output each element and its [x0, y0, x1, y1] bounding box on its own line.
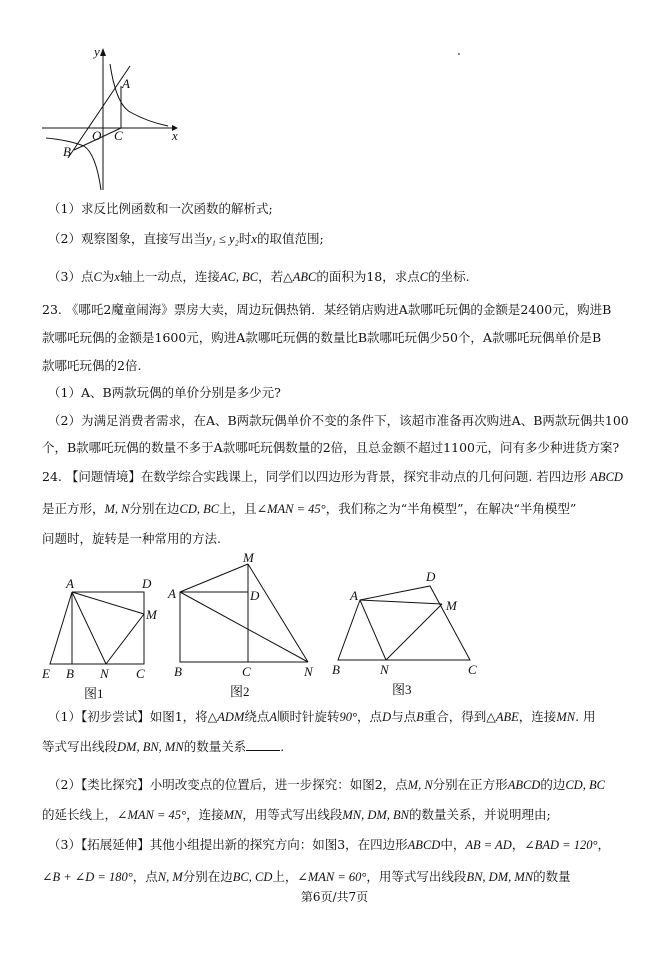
q24-part2: （2）【类比探究】小明改变点的位置后，进一步探究：如图2，点M, N分别在正方形ABCD的边CD, BC — [48, 777, 605, 792]
q23-part2-cont: 个，B款哪吒玩偶的数量不多于A款哪吒玩偶数量的2倍，且总金额不超过1100元，问有多少种进货方案? — [42, 440, 620, 455]
fig3-A: A — [350, 588, 358, 603]
q22-part1: （1）求反比例函数和一次函数的解析式; — [48, 201, 273, 216]
fig1-C: C — [136, 666, 145, 681]
fig3-N: N — [380, 662, 389, 677]
q24-line3: 问题时，旋转是一种常用的方法. — [42, 531, 221, 546]
x-axis-label: x — [172, 128, 178, 143]
q23-part2: （2）为满足消费者需求，在A、B两款玩偶单价不变的条件下，该超市准备再次购进A、B两款玩偶共100 — [48, 413, 629, 428]
fig1-D: D — [142, 576, 152, 591]
fig3-M: M — [446, 598, 457, 613]
q23-line2: 款哪吒玩偶的金额是1600元，购进A款哪吒玩偶的数量比B款哪吒玩偶少50个，A款哪吒玩偶单价是B — [42, 330, 602, 345]
fig3-B: B — [332, 662, 340, 677]
figure-1 — [38, 572, 168, 702]
fig2-caption: 图2 — [230, 684, 250, 699]
fig2-B: B — [174, 664, 182, 679]
q23-part1: （1）A、B两款玩偶的单价分别是多少元? — [48, 385, 281, 400]
speck — [458, 53, 460, 55]
point-C-label: C — [114, 128, 123, 143]
fig3-C: C — [468, 662, 477, 677]
fig2-M: M — [243, 552, 254, 565]
origin-label: O — [92, 128, 102, 143]
q24-part2-cont: 的延长线上，∠MAN = 45°，连接MN，用等式写出线段MN, DM, BN的数量关系，并说明理由; — [42, 807, 551, 822]
q23-line3: 款哪吒玩偶的2倍. — [42, 358, 142, 373]
figure-2 — [166, 552, 326, 702]
page-footer: 第6页/共7页 — [300, 890, 369, 904]
q24-part1: （1）【初步尝试】如图1，将△ADM绕点A顺时针旋转90°，点D与点B重合，得到△ABE，连接MN. 用 — [48, 709, 596, 724]
q24-line2: 是正方形，M, N分别在边CD, BC上，且∠MAN = 45°，我们称之为“半角模型”，在解决“半角模型” — [42, 501, 577, 516]
q22-part3: （3）点C为x轴上一动点，连接AC, BC，若△ABC的面积为18，求点C的坐标. — [48, 269, 470, 284]
q24-part1-cont: 等式写出线段DM, BN, MN的数量关系 . — [42, 739, 285, 754]
point-A-label: A — [122, 76, 130, 91]
function-graph — [38, 44, 188, 194]
fig2-A: A — [168, 586, 176, 601]
fig1-N: N — [100, 666, 109, 681]
fig1-E: E — [42, 666, 50, 681]
q24-part3: （3）【拓展延伸】其他小组提出新的探究方向：如图3，在四边形ABCD中，AB = AD，∠BAD = 120°， — [48, 837, 610, 852]
fig1-A: A — [66, 576, 74, 591]
fig3-caption: 图3 — [392, 682, 412, 697]
fig1-M: M — [146, 607, 157, 622]
fig1-B: B — [66, 666, 74, 681]
fig1-caption: 图1 — [84, 686, 104, 701]
figure-3 — [330, 568, 490, 702]
q24-line1: 24. 【问题情境】在数学综合实践课上，同学们以四边形为背景，探究非动点的几何问题. 若四边形 ABCD — [42, 469, 623, 484]
q23-line1: 23. 《哪吒2魔童闹海》票房大卖，周边玩偶热销．某经销店购进A款哪吒玩偶的金额是2400元，购进B — [42, 302, 612, 317]
fig2-C: C — [242, 664, 251, 679]
point-B-label: B — [63, 144, 71, 159]
q22-part2: （2）观察图象，直接写出当y₁ ≤ y₂时x的取值范围; — [48, 231, 324, 246]
y-axis-label: y — [94, 44, 100, 59]
fig2-N: N — [304, 664, 313, 679]
answer-blank[interactable] — [246, 738, 280, 751]
q24-part3-cont: ∠B + ∠D = 180°，点N, M分别在边BC, CD上，∠MAN = 60°，用等式写出线段BN, DM, MN的数量 — [42, 869, 571, 884]
fig2-D: D — [250, 588, 260, 603]
fig3-D: D — [426, 569, 436, 584]
